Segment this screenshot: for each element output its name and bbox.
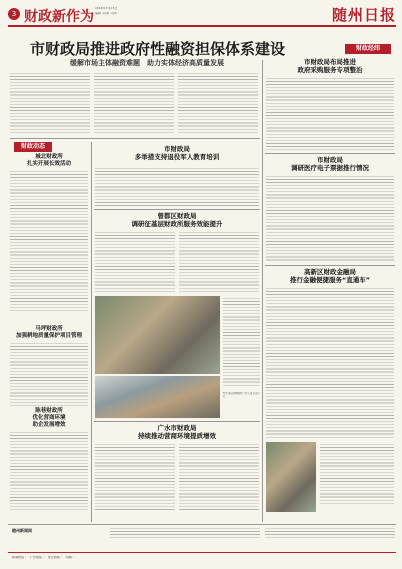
photo-caption: 图为 陈巷镇财政所工作人员走访企业 (223, 392, 260, 399)
middle-article-3-body-b (179, 444, 259, 510)
footer-rule (8, 524, 396, 525)
right-photo (266, 442, 316, 512)
section-tag-right: 财政经纬 (345, 44, 391, 54)
left-article-1-title: 城北财政所 扎实开展长效活动 (26, 154, 71, 167)
middle-article-2-title: 曾都区财政局 调研征基层财政所服务效能提升 (131, 212, 223, 228)
footer-right-lines (265, 528, 395, 538)
section-title: 财政新作为 (24, 9, 94, 25)
photo-caption-body (223, 298, 260, 388)
section-tag-left: 财政动态 (14, 142, 52, 152)
left-column-divider (91, 142, 92, 522)
footer-contact-lines (110, 528, 260, 538)
date-line: 2018年7月13日 (95, 7, 118, 10)
middle-article-3-title: 广水市财政局 持续推动营商环境提质增效 (138, 424, 216, 440)
middle-article-2-body-a (95, 232, 175, 292)
middle-article-3-body-a (95, 444, 175, 510)
lead-body-col2 (94, 73, 174, 135)
middle-article-1-body (95, 168, 259, 206)
news-photo-main (95, 296, 220, 374)
lead-body-col1 (10, 73, 90, 135)
footer-site: 随州新闻网 (12, 528, 32, 533)
editor-line: 编辑 ·初清 ·责审 · (95, 12, 119, 15)
right-article-1-body (266, 78, 394, 150)
right-article-2-title: 市财政局 调研医疗电子票据推行情况 (291, 156, 369, 172)
lead-body-col3 (178, 73, 258, 135)
news-photo-detail (95, 376, 220, 418)
left-article-2-title: 马坪财政所 加强耕地质量保护项目管理 (15, 326, 82, 339)
lead-bottom-rule (10, 138, 260, 139)
right-article-2-body (266, 176, 394, 262)
footer-bottom-bar: 新闻热线 ： 广告热线 ： 发行热线 ： 印刷 ： (12, 556, 76, 559)
right-article-3-body (266, 288, 394, 438)
right-column-divider (262, 60, 263, 522)
left-article-3-title: 陈巷财政所 优化营商环境 助企发展增效 (32, 408, 66, 428)
middle-article-2-body-b (179, 232, 259, 292)
page-number-badge: 3 (8, 8, 20, 20)
middle-rule-1 (94, 209, 260, 210)
lead-subtitle: 缓解市场主体融资难题 助力实体经济高质量发展 (70, 59, 224, 67)
middle-article-1-title: 市财政局 多举措支持退役军人教育培训 (134, 145, 220, 161)
left-article-2-body (10, 343, 88, 406)
right-article-3-title: 高新区财政金融局 推行金融便捷服务“直通车” (289, 268, 371, 284)
header-rule (8, 25, 396, 27)
middle-rule-2 (94, 421, 260, 422)
left-article-3-body (10, 432, 88, 510)
right-photo-caption (320, 444, 394, 504)
lead-headline: 市财政局推进政府性融资担保体系建设 (30, 40, 286, 58)
left-article-1-body (10, 171, 88, 311)
right-rule-2 (265, 265, 395, 266)
footer-band-rule (8, 552, 396, 553)
right-article-1-title: 市财政局布局推进 政府采购服务专项整治 (297, 58, 363, 74)
newspaper-logo: 随州日报 (332, 6, 397, 24)
right-rule-1 (265, 153, 395, 154)
